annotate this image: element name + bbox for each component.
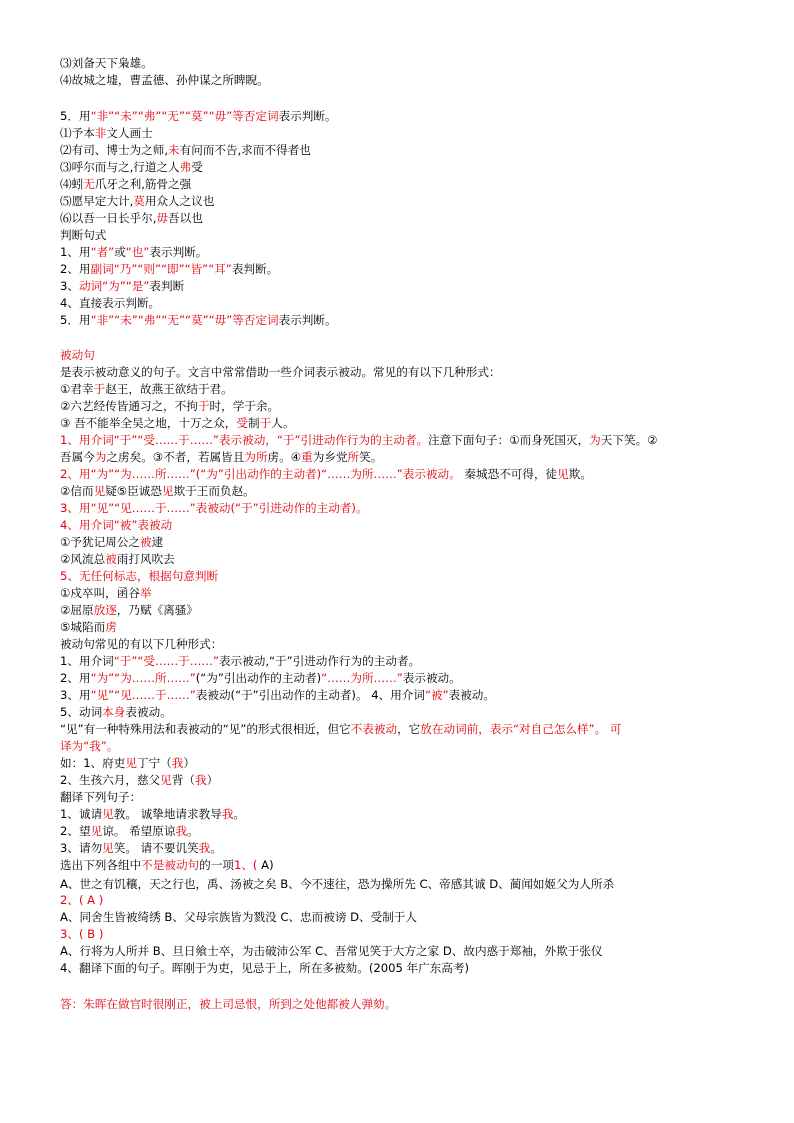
emphasis-text: “非”“未”“弗”“无”“莫”“毋”等否定词: [90, 109, 279, 123]
emphasis-text: 4、用介词“被”表被动: [60, 518, 173, 532]
body-text: 被动句常见的有以下几种形式：: [60, 637, 223, 651]
emphasis-text: 弗: [179, 160, 192, 174]
body-text: 谅。 希望原谅: [102, 824, 176, 838]
body-text: 4、直接表示判断。: [60, 296, 161, 310]
body-text: “见”有一种特殊用法和表被动的“见”的形式很相近，但它: [60, 722, 351, 736]
emphasis-text: 1、用介词“于”“受……于……”表示被动，“于”引进动作行为的主动者。: [60, 433, 429, 447]
emphasis-text: 虏: [105, 620, 117, 634]
body-text: 欺。: [568, 467, 592, 481]
body-text: 的一项: [199, 858, 234, 872]
text-line: [60, 636, 754, 653]
body-text: 1、用介词: [60, 654, 114, 668]
body-text: ）: [183, 756, 195, 770]
emphasis-text: 莫: [133, 194, 145, 208]
body-text: 表被动。: [448, 688, 495, 702]
body-text: 逮: [151, 535, 164, 549]
emphasis-text: 3、( B ): [60, 927, 104, 941]
text-line: [60, 585, 754, 602]
text-line: [60, 687, 754, 704]
text-line: [60, 142, 754, 159]
body-text: 吾以也: [168, 211, 203, 225]
body-text: 表示被动,“于”引进动作行为的主动者。: [218, 654, 421, 668]
body-text: 之虏矣。③不者，若属皆且: [106, 450, 245, 464]
body-text: ②六艺经传皆通习之，不拘: [60, 399, 198, 413]
body-text: 选出下列各组中: [60, 858, 142, 872]
text-line: [60, 909, 754, 926]
body-text: 翻译下列句子：: [60, 790, 142, 804]
body-text: 2、用: [60, 262, 91, 276]
emphasis-text: 无: [83, 177, 95, 191]
emphasis-text: 毋: [156, 211, 169, 225]
body-text: 表示被动。: [402, 671, 461, 685]
emphasis-text: 于: [93, 382, 106, 396]
emphasis-text: 被: [105, 552, 117, 566]
body-text: 受: [191, 160, 203, 174]
text-line: [60, 619, 754, 636]
text-line: [60, 670, 754, 687]
body-text: 用众人之议也: [144, 194, 215, 208]
text-line: [60, 568, 754, 585]
text-line: [60, 602, 754, 619]
emphasis-text: 所: [347, 450, 360, 464]
body-text: 表示判断。: [278, 109, 337, 123]
body-text: ⑶刘备天下枭雄。: [60, 56, 153, 70]
text-line: [60, 892, 754, 909]
emphasis-text: 为: [94, 450, 107, 464]
emphasis-text: 1、(: [233, 858, 258, 872]
body-text: 制: [248, 416, 260, 430]
emphasis-text: 非: [94, 126, 107, 140]
emphasis-text: 答：朱晖在做官时很刚正，被上司忌恨，所到之处他都被人弹劾。: [60, 997, 397, 1011]
text-line: [60, 704, 754, 721]
emphasis-text: 我: [198, 841, 211, 855]
text-line: [60, 466, 754, 483]
emphasis-text: 放逐: [93, 603, 117, 617]
emphasis-text: 见: [160, 773, 172, 787]
text-line: [60, 55, 754, 72]
body-text: ⑷蚓: [60, 177, 84, 191]
text-line: [60, 415, 754, 432]
text-line: [60, 738, 754, 755]
body-text: 5、动词: [60, 705, 103, 719]
body-text: 赵王，故燕王欲结于君。: [105, 382, 233, 396]
body-text: 表判断: [149, 279, 185, 293]
text-line: [60, 125, 754, 142]
body-text: 3、用: [60, 688, 91, 702]
text-line: [60, 72, 754, 89]
text-line: [60, 381, 754, 398]
emphasis-text: 放在动词前，表示“对自己怎么样”。 可: [420, 722, 622, 736]
emphasis-text: “者”: [90, 245, 115, 259]
text-line: [60, 960, 754, 977]
text-line: [60, 653, 754, 670]
text-line: [60, 876, 754, 893]
body-text: ⑹以吾一日长乎尔,: [60, 211, 157, 225]
body-text: 表被动(“于”引出动作的主动者)。 4、用介词: [195, 688, 425, 702]
body-text: 背（: [171, 773, 195, 787]
body-text: ⑤城陷而: [60, 620, 106, 634]
body-text: 4、翻译下面的句子。晖刚于为吏，见忌于上，所在多被劾。(2005 年广东高考): [60, 961, 470, 975]
body-text: 是表示被动意义的句子。文言中常常借助一些介词表示被动。常见的有以下几种形式：: [60, 365, 501, 379]
body-text: 表示判断。: [278, 313, 337, 327]
text-line: [60, 398, 754, 415]
body-text: 欺于王而负赵。: [173, 484, 255, 498]
emphasis-text: 2、用“为”“为……所……”(“为”引出动作的主动者)“……为所……”表示被动。: [60, 467, 461, 481]
body-text: 2、用: [60, 671, 91, 685]
body-text: 教。 诚挚地请求教导: [113, 807, 222, 821]
body-text: 人。: [271, 416, 295, 430]
text-line: [60, 996, 754, 1013]
body-text: ①君幸: [60, 382, 94, 396]
text-line: [60, 295, 754, 312]
text-line: [60, 210, 754, 227]
text-line: [60, 789, 754, 806]
body-text: 时，学于余。: [209, 399, 280, 413]
emphasis-text: 见: [102, 807, 114, 821]
body-text: 如：1、府吏: [60, 756, 126, 770]
body-text: 2、生孩六月，慈父: [60, 773, 161, 787]
emphasis-text: “……为所……”: [321, 671, 403, 685]
emphasis-text: 见: [161, 484, 174, 498]
text-line: [60, 500, 754, 517]
text-line: [60, 159, 754, 176]
body-text: ③ 吾不能举全吴之地，十万之众，: [60, 416, 237, 430]
text-line: [60, 534, 754, 551]
text-line: [60, 926, 754, 943]
text-line: [60, 278, 754, 295]
emphasis-text: 2、( A ): [60, 893, 104, 907]
text-line: [60, 449, 754, 466]
text-line: [60, 823, 754, 840]
body-text: ）: [206, 773, 219, 787]
body-text: 。: [233, 807, 246, 821]
body-text: ⑴予本: [60, 126, 95, 140]
emphasis-text: 译为“我”。: [60, 739, 119, 753]
body-text: A、世之有饥穰，天之行也，禹、汤被之矣 B、今不速往，恐为操所先 C、帝感其诚 D、蔺闻如姬父为人所杀: [60, 877, 615, 891]
emphasis-text: 举: [139, 586, 152, 600]
body-text: 为乡党: [312, 450, 348, 464]
body-text: 表判断。: [231, 262, 279, 276]
body-text: 5．用: [60, 313, 91, 327]
text-line: [60, 483, 754, 500]
body-text: ②风流总: [60, 552, 106, 566]
emphasis-text: 见: [557, 467, 569, 481]
emphasis-text: “也”: [125, 245, 150, 259]
body-text: 雨打风吹去: [116, 552, 175, 566]
body-text: ②屈原: [60, 603, 94, 617]
text-line: [60, 806, 754, 823]
text-line: [60, 108, 754, 125]
emphasis-text: 我: [221, 807, 234, 821]
emphasis-text: 被: [139, 535, 152, 549]
body-text: ⑷故城之墟，曹孟德、孙仲谋之所睥睨。: [60, 73, 269, 87]
emphasis-text: “被”: [424, 688, 449, 702]
text-line: [60, 857, 754, 874]
emphasis-text: 我: [175, 824, 188, 838]
text-line: [60, 432, 754, 449]
emphasis-text: 本身: [102, 705, 126, 719]
body-text: 文人画士: [106, 126, 153, 140]
body-text: 虏。④: [267, 450, 302, 464]
body-text: 笑。 请不要讥笑: [113, 841, 199, 855]
body-text: 或: [114, 245, 126, 259]
body-text: ，乃赋《离骚》: [116, 603, 198, 617]
body-text: ①予犹记周公之: [60, 535, 140, 549]
emphasis-text: “见”“见……于……”: [90, 688, 196, 702]
emphasis-text: 见: [90, 824, 103, 838]
emphasis-text: 受: [236, 416, 249, 430]
emphasis-text: 为所: [244, 450, 268, 464]
text-line: [60, 176, 754, 193]
body-text: (“为”引出动作的主动者): [195, 671, 322, 685]
body-text: 天下笑。②: [600, 433, 658, 447]
body-text: A、同舍生皆被绮绣 B、父母宗族皆为戮没 C、忠而被谤 D、受制于人: [60, 910, 417, 924]
emphasis-text: “为”“为……所……”: [90, 671, 196, 685]
emphasis-text: 我: [171, 756, 184, 770]
text-line: [60, 755, 754, 772]
text-line: [60, 721, 754, 738]
body-text: A、行将为人所并 B、旦日飨士卒，为击破沛公军 C、吾常见笑于大方之家 D、故内惑于郑袖，外欺于张仪: [60, 944, 603, 958]
body-text: 表示判断。: [149, 245, 208, 259]
body-text: ⑵有司、博士为之师,: [60, 143, 169, 157]
body-text: 3、请勿: [60, 841, 103, 855]
body-text: 1、用: [60, 245, 91, 259]
body-text: 注意下面句子：①而身死国灭，: [428, 433, 590, 447]
body-text: 2、望: [60, 824, 91, 838]
emphasis-text: 我: [194, 773, 207, 787]
text-line: [60, 772, 754, 789]
emphasis-text: “非”“未”“弗”“无”“莫”“毋”等否定词: [90, 313, 279, 327]
text-line: [60, 193, 754, 210]
body-text: 疑⑤臣诚恐: [105, 484, 162, 498]
text-line: [60, 244, 754, 261]
body-text: 。: [210, 841, 222, 855]
text-line: [60, 943, 754, 960]
text-line: [60, 364, 754, 381]
emphasis-text: 不表被动: [350, 722, 398, 736]
body-text: 有问而不告,求而不得者也: [179, 143, 311, 157]
emphasis-text: 重: [301, 450, 313, 464]
body-text: ⑶呼尔而与之,行道之人: [60, 160, 180, 174]
emphasis-text: 动词“为”“是”: [78, 279, 150, 293]
body-text: ，它: [397, 722, 421, 736]
text-line: [60, 261, 754, 278]
emphasis-text: 被动句: [60, 348, 95, 362]
body-text: 爪牙之利,筋骨之强: [94, 177, 192, 191]
emphasis-text: 于: [259, 416, 272, 430]
body-text: 。: [187, 824, 199, 838]
body-text: 吾属今: [60, 450, 95, 464]
emphasis-text: 3、用“见”“见……于……”表被动(“于”引进动作的主动者)。: [60, 501, 368, 515]
body-text: ①戍卒叫，函谷: [60, 586, 140, 600]
emphasis-text: 见: [93, 484, 106, 498]
body-text: 5．用: [60, 109, 91, 123]
body-text: 秦城恐不可得，徒: [460, 467, 558, 481]
text-line: [60, 840, 754, 857]
text-line: [60, 227, 754, 244]
text-line: [60, 517, 754, 534]
body-text: 3、: [60, 279, 79, 293]
emphasis-text: 见: [125, 756, 137, 770]
body-text: ②信而: [60, 484, 94, 498]
emphasis-text: 副词“乃”“则”“即”“皆”“耳”: [90, 262, 232, 276]
emphasis-text: 为: [589, 433, 601, 447]
body-text: 判断句式: [60, 228, 107, 242]
body-text: A): [257, 858, 274, 872]
text-line: [60, 551, 754, 568]
emphasis-text: 于: [197, 399, 210, 413]
emphasis-text: 见: [102, 841, 114, 855]
body-text: 1、诚请: [60, 807, 103, 821]
body-text: 丁宁（: [136, 756, 172, 770]
body-text: 笑。: [359, 450, 383, 464]
text-line: [60, 347, 754, 364]
emphasis-text: 5、无任何标志，根据句意判断: [60, 569, 219, 583]
emphasis-text: “于”“受……于……”: [113, 654, 219, 668]
text-line: [60, 312, 754, 329]
body-text: ⑸愿早定大计,: [60, 194, 134, 208]
emphasis-text: 未: [168, 143, 180, 157]
emphasis-text: 不是被动句: [141, 858, 200, 872]
body-text: 表被动。: [125, 705, 172, 719]
